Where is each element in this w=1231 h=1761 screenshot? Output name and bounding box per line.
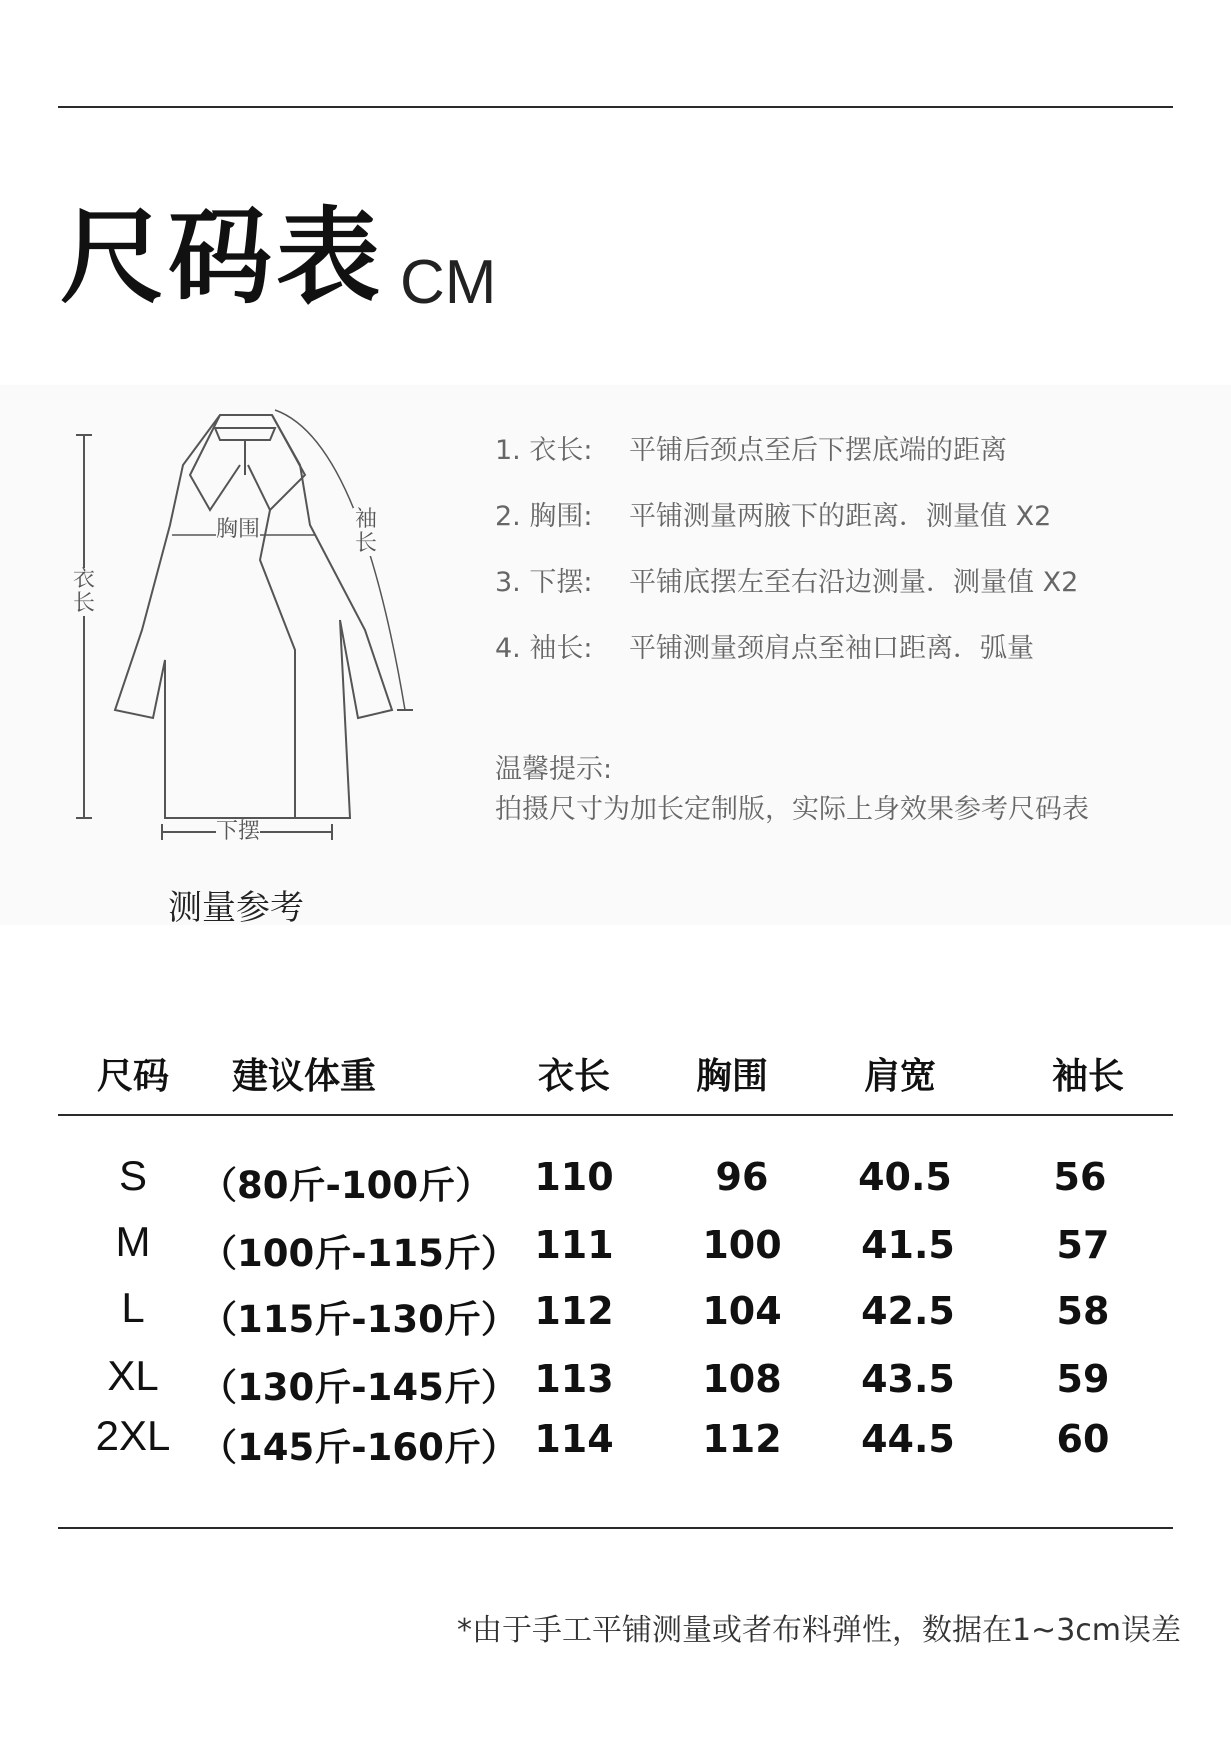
table-cell: 100 bbox=[702, 1223, 782, 1267]
tip-text: 拍摄尺寸为加长定制版，实际上身效果参考尺码表 bbox=[495, 794, 1089, 825]
note-number: 4. 袖长: bbox=[495, 633, 593, 664]
sleeve-label: 袖长 bbox=[354, 507, 377, 557]
header-sleeve: 袖长 bbox=[1052, 1056, 1125, 1097]
table-cell: （130斤-145斤） bbox=[200, 1366, 518, 1409]
note-item bbox=[495, 428, 1078, 494]
table-cell: 40.5 bbox=[858, 1155, 952, 1199]
table-cell: 59 bbox=[1056, 1357, 1110, 1401]
table-cell: 110 bbox=[534, 1155, 614, 1199]
note-number: 1. 衣长: bbox=[495, 435, 593, 466]
table-cell: 56 bbox=[1053, 1155, 1107, 1199]
hem-label: 下摆 bbox=[216, 819, 261, 844]
table-row: 2XL bbox=[95, 1412, 171, 1459]
table-cell: 114 bbox=[534, 1417, 614, 1461]
note-item bbox=[495, 560, 1078, 626]
note-number: 2. 胸围: bbox=[495, 501, 593, 532]
top-rule bbox=[58, 106, 1173, 108]
diagram-caption: 测量参考 bbox=[168, 888, 304, 928]
table-cell: （100斤-115斤） bbox=[200, 1232, 518, 1275]
table-cell: 43.5 bbox=[861, 1357, 955, 1401]
header-weight: 建议体重 bbox=[232, 1056, 377, 1097]
footnote: *由于手工平铺测量或者布料弹性，数据在1~3cm误差 bbox=[456, 1613, 1181, 1648]
note-item bbox=[495, 626, 1078, 692]
table-cell: 111 bbox=[534, 1223, 614, 1267]
table-row: L bbox=[121, 1284, 145, 1331]
note-text: 平铺测量颈肩点至袖口距离．弧量 bbox=[629, 633, 1034, 664]
table-cell: 60 bbox=[1056, 1417, 1110, 1461]
note-text: 平铺底摆左至右沿边测量．测量值 X2 bbox=[629, 567, 1079, 598]
table-cell: （145斤-160斤） bbox=[200, 1426, 518, 1469]
page-title: 尺码表 bbox=[60, 196, 385, 318]
table-cell: 104 bbox=[702, 1289, 782, 1333]
table-cell: 57 bbox=[1056, 1223, 1110, 1267]
header-shoulder: 肩宽 bbox=[864, 1056, 937, 1097]
note-item bbox=[495, 494, 1078, 560]
tip-box bbox=[495, 750, 1089, 830]
note-number: 3. 下摆: bbox=[495, 567, 593, 598]
table-cell: 108 bbox=[702, 1357, 782, 1401]
table-cell: 96 bbox=[715, 1155, 769, 1199]
table-row: XL bbox=[107, 1352, 159, 1399]
table-cell: 112 bbox=[702, 1417, 782, 1461]
table-cell: 41.5 bbox=[861, 1223, 955, 1267]
table-cell: 44.5 bbox=[861, 1417, 955, 1461]
chest-label: 胸围 bbox=[216, 517, 261, 542]
table-cell: （115斤-130斤） bbox=[200, 1298, 518, 1341]
table-cell: （80斤-100斤） bbox=[200, 1164, 493, 1207]
header-size: 尺码 bbox=[97, 1056, 170, 1097]
coat-illustration bbox=[70, 400, 430, 860]
note-text: 平铺后颈点至后下摆底端的距离 bbox=[629, 435, 1007, 466]
table-cell: 113 bbox=[534, 1357, 614, 1401]
table-header-rule bbox=[58, 1114, 1173, 1116]
tip-title: 温馨提示: bbox=[495, 754, 613, 785]
measurement-notes bbox=[495, 428, 1078, 692]
unit-label: CM bbox=[400, 248, 497, 317]
header-length: 衣长 bbox=[538, 1056, 611, 1097]
table-cell: 42.5 bbox=[861, 1289, 955, 1333]
table-cell: 58 bbox=[1056, 1289, 1110, 1333]
length-label: 衣长 bbox=[72, 567, 95, 617]
table-row: S bbox=[118, 1152, 147, 1199]
note-text: 平铺测量两腋下的距离．测量值 X2 bbox=[629, 501, 1052, 532]
table-row: M bbox=[115, 1218, 151, 1265]
table-cell: 112 bbox=[534, 1289, 614, 1333]
header-chest: 胸围 bbox=[696, 1056, 769, 1097]
table-bottom-rule bbox=[58, 1527, 1173, 1529]
